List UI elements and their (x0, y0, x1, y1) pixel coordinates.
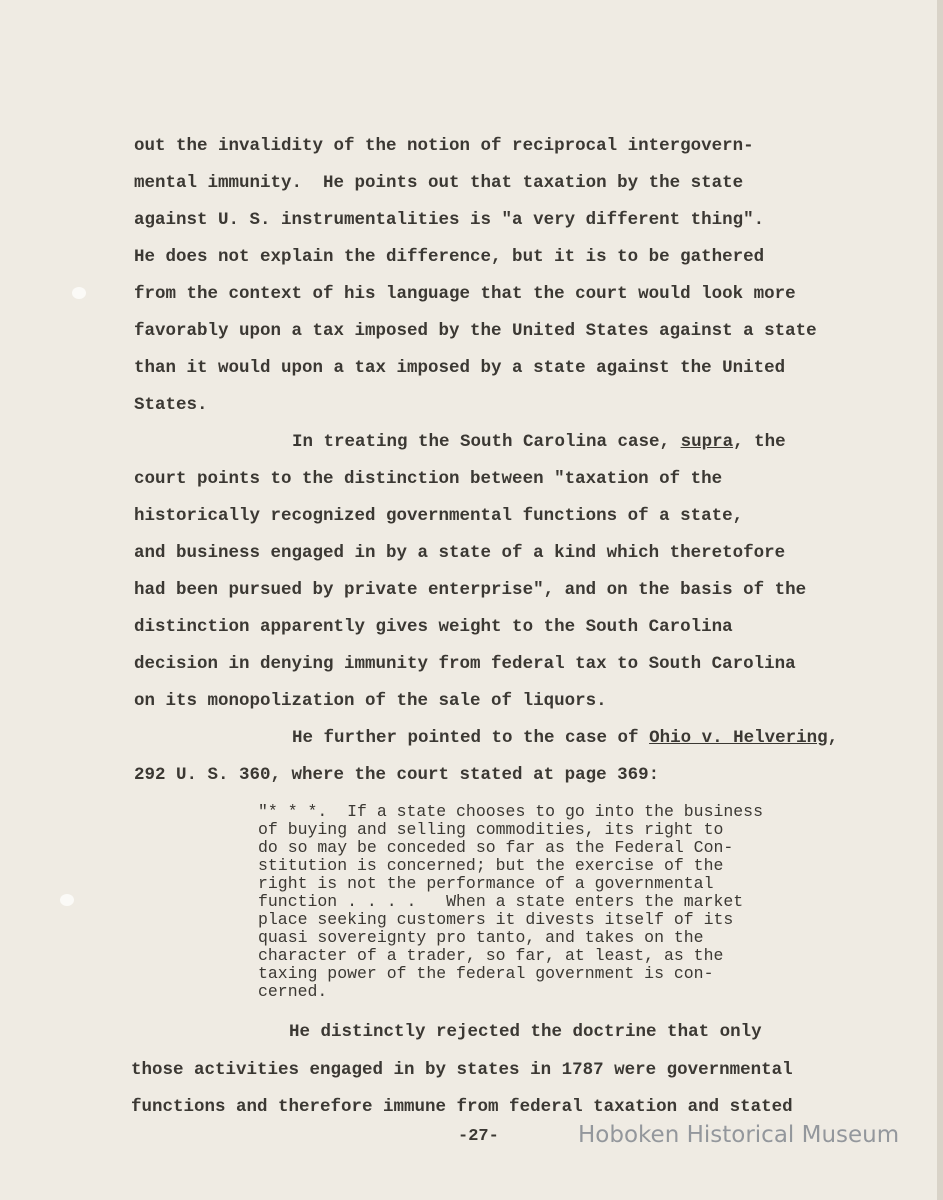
body-line: historically recognized governmental functions of a state, (134, 506, 744, 526)
quote-line: taxing power of the federal government is con- (258, 964, 714, 983)
body-line: 292 U. S. 360, where the court stated at page 369: (134, 765, 660, 785)
body-text-segment: He further pointed to the case of (292, 728, 650, 748)
quote-line: do so may be conceded so far as the Federal Con- (258, 838, 734, 857)
body-line: functions and therefore immune from federal taxation and stated (131, 1097, 793, 1117)
body-line: those activities engaged in by states in 1787 were governmental (131, 1060, 793, 1080)
museum-watermark: Hoboken Historical Museum (578, 1122, 900, 1148)
quote-line: character of a trader, so far, at least, as the (258, 946, 724, 965)
body-line: decision in denying immunity from federal tax to South Carolina (134, 654, 796, 674)
punch-hole (72, 287, 86, 299)
quote-line: cerned. (258, 982, 328, 1001)
body-line (292, 432, 786, 452)
body-line: court points to the distinction between "taxation of the (134, 469, 723, 489)
body-line: against U. S. instrumentalities is "a very different thing". (134, 210, 765, 230)
body-line: He does not explain the difference, but it is to be gathered (134, 247, 765, 267)
body-line: favorably upon a tax imposed by the United States against a state (134, 321, 817, 341)
body-line: distinction apparently gives weight to the South Carolina (134, 617, 733, 637)
page-edge (937, 0, 943, 1200)
body-line: on its monopolization of the sale of liquors. (134, 691, 607, 711)
body-line: He distinctly rejected the doctrine that only (289, 1022, 762, 1042)
body-text-segment: , (827, 728, 839, 748)
body-text-segment: , the (733, 432, 786, 452)
body-line (292, 728, 838, 748)
quote-line: place seeking customers it divests itself of its (258, 910, 734, 929)
body-line: out the invalidity of the notion of reciprocal intergovern- (134, 136, 754, 156)
quote-line: stitution is concerned; but the exercise of the (258, 856, 724, 875)
body-text-segment: In treating the South Carolina case, (292, 432, 681, 452)
body-line: than it would upon a tax imposed by a state against the United (134, 358, 786, 378)
quote-line: of buying and selling commodities, its right to (258, 820, 724, 839)
quote-line: right is not the performance of a governmental (258, 874, 714, 893)
body-line: mental immunity. He points out that taxation by the state (134, 173, 744, 193)
case-citation-ohio: Ohio v. Helvering (649, 728, 828, 748)
punch-hole (60, 894, 74, 906)
body-line: and business engaged in by a state of a kind which theretofore (134, 543, 786, 563)
quote-line: function . . . . When a state enters the market (258, 892, 744, 911)
quote-line: "* * *. If a state chooses to go into the business (258, 802, 763, 821)
body-line: from the context of his language that the court would look more (134, 284, 796, 304)
quote-line: quasi sovereignty pro tanto, and takes on the (258, 928, 704, 947)
page-number: -27- (458, 1127, 499, 1146)
body-line: had been pursued by private enterprise", and on the basis of the (134, 580, 807, 600)
body-line: States. (134, 395, 208, 415)
case-citation-supra: supra (680, 432, 734, 452)
